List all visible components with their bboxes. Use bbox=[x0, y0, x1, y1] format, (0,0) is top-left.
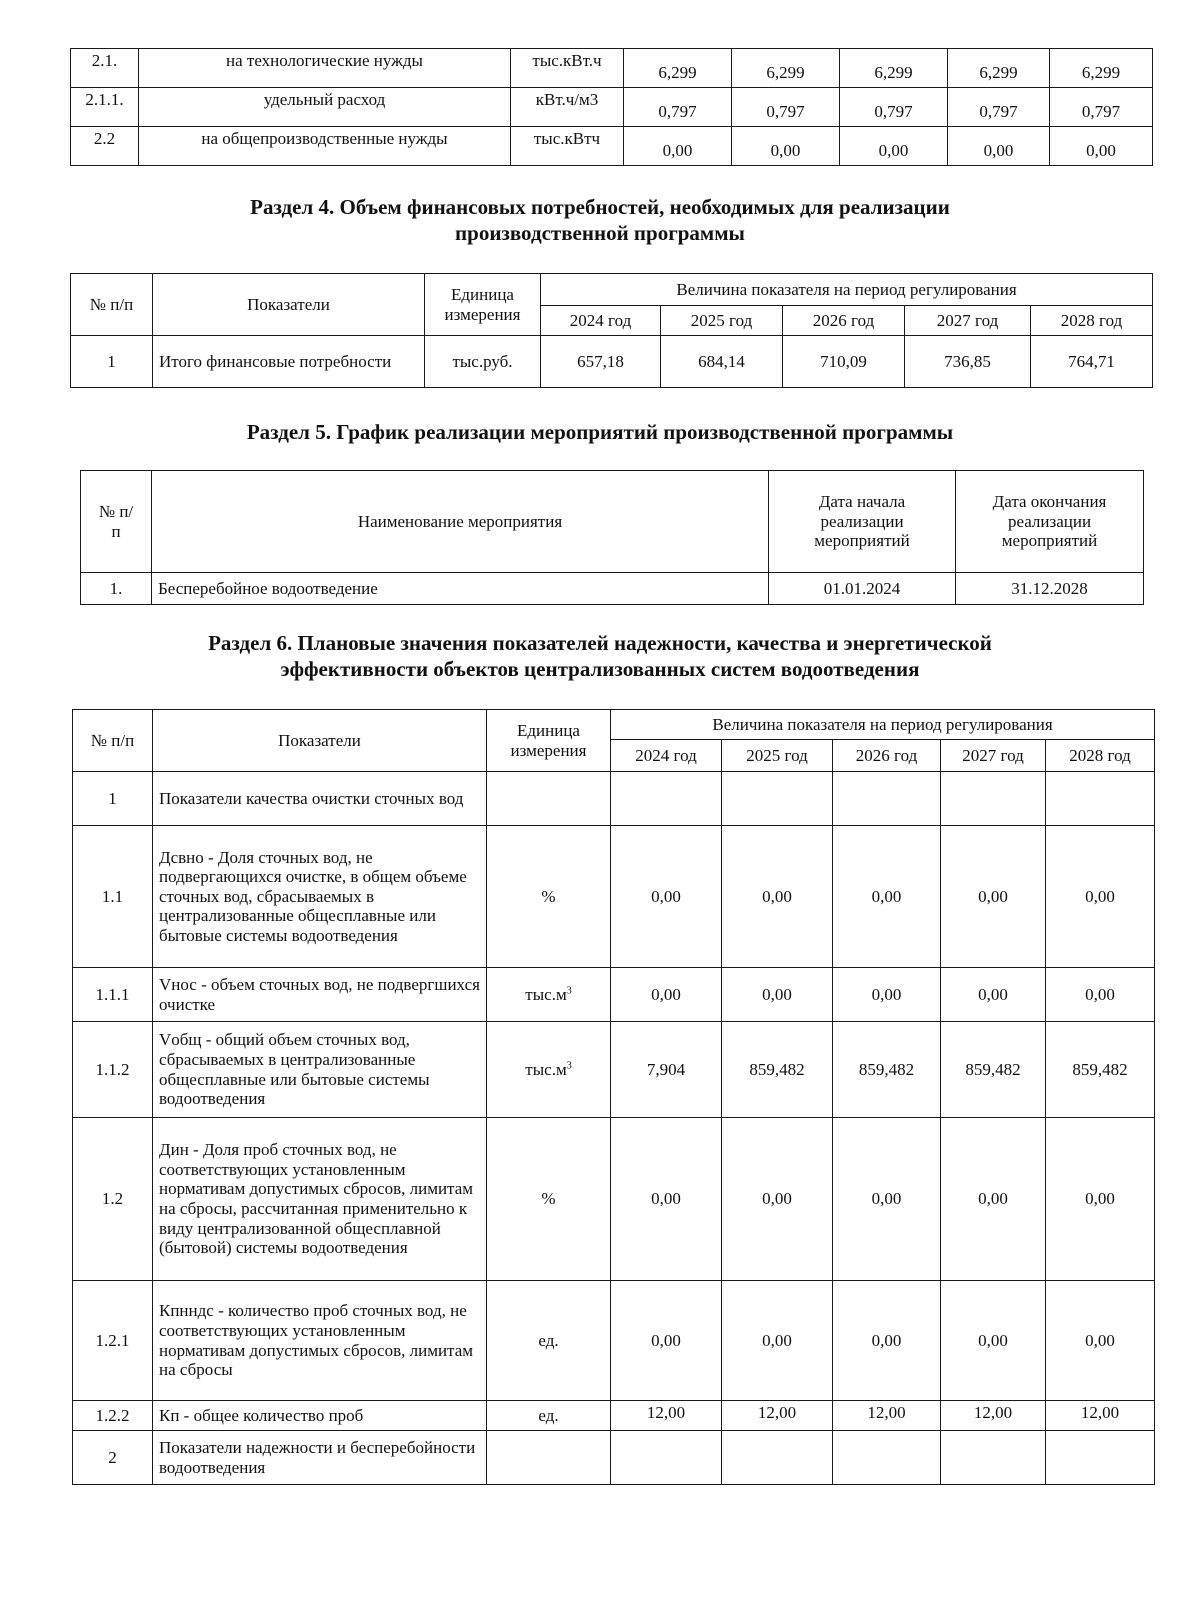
row-name: Vобщ - общий объем сточных вод, сбрасываемых в централизованные общесплавные или бытовые системы водоотведения bbox=[153, 1022, 487, 1118]
value-cell: 0,00 bbox=[722, 1281, 833, 1401]
value-cell: 12,00 bbox=[611, 1401, 722, 1431]
section6-title-line2: эффективности объектов централизованных систем водоотведения bbox=[280, 657, 920, 682]
value-cell: 0,00 bbox=[941, 1281, 1046, 1401]
header-num: № п/п bbox=[81, 471, 152, 573]
unit-text: тыс.м bbox=[525, 984, 567, 1004]
value-cell: 6,299 bbox=[840, 49, 948, 88]
value-cell: 684,14 bbox=[661, 336, 783, 388]
value-cell: 0,00 bbox=[1050, 127, 1153, 166]
value-cell bbox=[941, 772, 1046, 826]
header-year: 2028 год bbox=[1031, 306, 1153, 336]
row-number: 2 bbox=[73, 1431, 153, 1485]
value-cell: 710,09 bbox=[783, 336, 905, 388]
row-end-date: 31.12.2028 bbox=[956, 573, 1144, 605]
row-unit: кВт.ч/м3 bbox=[511, 88, 624, 127]
value-cell: 657,18 bbox=[541, 336, 661, 388]
row-unit: % bbox=[487, 1118, 611, 1281]
section4-title bbox=[0, 194, 1200, 247]
row-unit: ед. bbox=[487, 1401, 611, 1431]
header-name: Наименование мероприятия bbox=[152, 471, 769, 573]
row-name: Дсвно - Доля сточных вод, не подвергающихся очистке, в общем объеме сточных вод, сбрасываемых в централизованные общесплавные или бытовые системы водоотведения bbox=[153, 826, 487, 968]
value-cell: 859,482 bbox=[833, 1022, 941, 1118]
value-cell: 0,797 bbox=[732, 88, 840, 127]
row-unit: ед. bbox=[487, 1281, 611, 1401]
value-cell: 0,00 bbox=[1046, 826, 1155, 968]
value-cell: 859,482 bbox=[722, 1022, 833, 1118]
row-number: 2.1. bbox=[71, 49, 139, 88]
value-cell bbox=[611, 772, 722, 826]
value-cell: 6,299 bbox=[1050, 49, 1153, 88]
value-cell: 0,797 bbox=[624, 88, 732, 127]
header-row bbox=[73, 710, 1155, 740]
row-name: на общепроизводственные нужды bbox=[139, 127, 511, 166]
unit-superscript: 3 bbox=[566, 985, 572, 997]
row-unit bbox=[487, 772, 611, 826]
row-name: Итого финансовые потребности bbox=[153, 336, 425, 388]
value-cell: 859,482 bbox=[1046, 1022, 1155, 1118]
value-cell: 0,00 bbox=[833, 1281, 941, 1401]
table-row bbox=[73, 772, 1155, 826]
value-cell: 12,00 bbox=[722, 1401, 833, 1431]
value-cell bbox=[941, 1431, 1046, 1485]
row-unit bbox=[487, 1431, 611, 1485]
header-indicator: Показатели bbox=[153, 274, 425, 336]
row-name: Кпнндс - количество проб сточных вод, не соответствующих установленным нормативам допустимых сбросов, лимитам на сбросы bbox=[153, 1281, 487, 1401]
row-name: Показатели качества очистки сточных вод bbox=[153, 772, 487, 826]
value-cell: 764,71 bbox=[1031, 336, 1153, 388]
row-name: Показатели надежности и бесперебойности водоотведения bbox=[153, 1431, 487, 1485]
schedule-table bbox=[80, 470, 1144, 605]
finance-table bbox=[70, 273, 1153, 388]
value-cell: 0,00 bbox=[624, 127, 732, 166]
row-number: 1.1.2 bbox=[73, 1022, 153, 1118]
row-start-date: 01.01.2024 bbox=[769, 573, 956, 605]
value-cell bbox=[833, 1431, 941, 1485]
value-cell: 0,00 bbox=[840, 127, 948, 166]
row-number: 1. bbox=[81, 573, 152, 605]
row-unit: тыс.руб. bbox=[425, 336, 541, 388]
table-row bbox=[73, 826, 1155, 968]
value-cell: 0,00 bbox=[941, 968, 1046, 1022]
row-number: 1.1 bbox=[73, 826, 153, 968]
header-year: 2026 год bbox=[783, 306, 905, 336]
value-cell: 0,00 bbox=[722, 1118, 833, 1281]
value-cell: 0,00 bbox=[1046, 1281, 1155, 1401]
value-cell bbox=[1046, 1431, 1155, 1485]
header-start: Дата начала реализации мероприятий bbox=[769, 471, 956, 573]
table-row bbox=[81, 573, 1144, 605]
header-end: Дата окончания реализации мероприятий bbox=[956, 471, 1144, 573]
header-unit: Единица измерения bbox=[425, 274, 541, 336]
value-cell: 0,00 bbox=[941, 826, 1046, 968]
value-cell: 0,00 bbox=[941, 1118, 1046, 1281]
header-year: 2025 год bbox=[722, 740, 833, 772]
header-year: 2025 год bbox=[661, 306, 783, 336]
header-row bbox=[71, 274, 1153, 306]
table-row bbox=[71, 336, 1153, 388]
row-unit: тыс.кВт.ч bbox=[511, 49, 624, 88]
value-cell: 0,00 bbox=[732, 127, 840, 166]
table-row bbox=[73, 1022, 1155, 1118]
value-cell: 6,299 bbox=[732, 49, 840, 88]
header-indicator: Показатели bbox=[153, 710, 487, 772]
table-row bbox=[71, 127, 1153, 166]
table-row bbox=[71, 88, 1153, 127]
header-year: 2026 год bbox=[833, 740, 941, 772]
row-name: на технологические нужды bbox=[139, 49, 511, 88]
value-cell: 7,904 bbox=[611, 1022, 722, 1118]
value-cell: 0,00 bbox=[611, 826, 722, 968]
section6-title-line1: Раздел 6. Плановые значения показателей надежности, качества и энергетической bbox=[208, 631, 992, 655]
row-unit: тыс.кВтч bbox=[511, 127, 624, 166]
header-num: № п/п bbox=[71, 274, 153, 336]
value-cell: 0,00 bbox=[833, 968, 941, 1022]
table-row bbox=[73, 968, 1155, 1022]
row-name: удельный расход bbox=[139, 88, 511, 127]
header-period: Величина показателя на период регулирования bbox=[541, 274, 1153, 306]
unit-text: тыс.м bbox=[525, 1059, 567, 1079]
row-unit bbox=[487, 1022, 611, 1118]
value-cell: 0,00 bbox=[1046, 1118, 1155, 1281]
value-cell bbox=[722, 772, 833, 826]
row-number: 1.2.2 bbox=[73, 1401, 153, 1431]
value-cell: 736,85 bbox=[905, 336, 1031, 388]
value-cell: 12,00 bbox=[941, 1401, 1046, 1431]
row-unit: % bbox=[487, 826, 611, 968]
value-cell: 12,00 bbox=[833, 1401, 941, 1431]
row-unit bbox=[487, 968, 611, 1022]
value-cell bbox=[611, 1431, 722, 1485]
row-number: 1.2 bbox=[73, 1118, 153, 1281]
value-cell bbox=[833, 772, 941, 826]
table-row bbox=[73, 1281, 1155, 1401]
unit-superscript: 3 bbox=[566, 1060, 572, 1072]
section4-title-line2: производственной программы bbox=[455, 221, 745, 246]
header-year: 2024 год bbox=[541, 306, 661, 336]
value-cell: 0,00 bbox=[722, 826, 833, 968]
row-number: 1.2.1 bbox=[73, 1281, 153, 1401]
section4-title-line1: Раздел 4. Объем финансовых потребностей, необходимых для реализации bbox=[250, 195, 950, 219]
value-cell: 0,00 bbox=[611, 968, 722, 1022]
header-unit: Единица измерения bbox=[487, 710, 611, 772]
value-cell: 0,00 bbox=[611, 1281, 722, 1401]
row-number: 2.2 bbox=[71, 127, 139, 166]
value-cell: 0,00 bbox=[611, 1118, 722, 1281]
value-cell bbox=[722, 1431, 833, 1485]
value-cell: 0,00 bbox=[948, 127, 1050, 166]
table-row bbox=[73, 1431, 1155, 1485]
header-year: 2027 год bbox=[941, 740, 1046, 772]
value-cell: 0,00 bbox=[1046, 968, 1155, 1022]
energy-table bbox=[70, 48, 1153, 166]
row-name: Vнос - объем сточных вод, не подвергшихся очистке bbox=[153, 968, 487, 1022]
header-year: 2027 год bbox=[905, 306, 1031, 336]
header-row bbox=[81, 471, 1144, 573]
value-cell: 0,797 bbox=[840, 88, 948, 127]
row-number: 1 bbox=[71, 336, 153, 388]
row-number: 1 bbox=[73, 772, 153, 826]
value-cell: 0,00 bbox=[722, 968, 833, 1022]
section6-title bbox=[0, 630, 1200, 683]
header-year: 2028 год bbox=[1046, 740, 1155, 772]
table-row bbox=[71, 49, 1153, 88]
row-name: Бесперебойное водоотведение bbox=[152, 573, 769, 605]
header-num: № п/п bbox=[73, 710, 153, 772]
value-cell: 12,00 bbox=[1046, 1401, 1155, 1431]
value-cell bbox=[1046, 772, 1155, 826]
value-cell: 859,482 bbox=[941, 1022, 1046, 1118]
row-name: Дин - Доля проб сточных вод, не соответствующих установленным нормативам допустимых сбросов, лимитам на сбросы, рассчитанная применительно к виду централизованной общесплавной (бытовой) системы водоотведения bbox=[153, 1118, 487, 1281]
table-row bbox=[73, 1401, 1155, 1431]
header-year: 2024 год bbox=[611, 740, 722, 772]
value-cell: 0,00 bbox=[833, 1118, 941, 1281]
header-period: Величина показателя на период регулирования bbox=[611, 710, 1155, 740]
row-number: 2.1.1. bbox=[71, 88, 139, 127]
row-number: 1.1.1 bbox=[73, 968, 153, 1022]
value-cell: 0,797 bbox=[1050, 88, 1153, 127]
table-row bbox=[73, 1118, 1155, 1281]
value-cell: 0,00 bbox=[833, 826, 941, 968]
value-cell: 6,299 bbox=[624, 49, 732, 88]
section5-title: Раздел 5. График реализации мероприятий производственной программы bbox=[246, 420, 954, 444]
row-name: Кп - общее количество проб bbox=[153, 1401, 487, 1431]
value-cell: 0,797 bbox=[948, 88, 1050, 127]
indicators-table bbox=[72, 709, 1155, 1485]
value-cell: 6,299 bbox=[948, 49, 1050, 88]
